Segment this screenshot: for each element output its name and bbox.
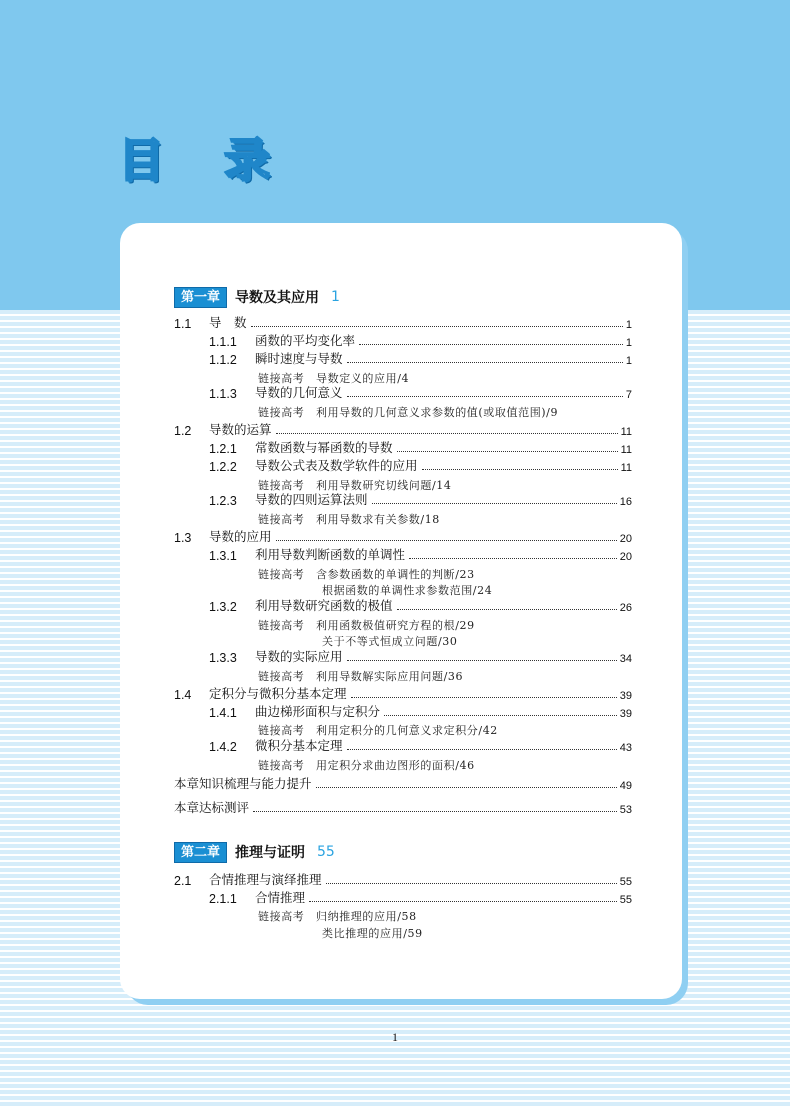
entry-number: 1.2.1 bbox=[209, 442, 237, 456]
exam-link[interactable]: 链接高考 利用导数解实际应用问题/36 bbox=[258, 670, 464, 683]
toc-entry[interactable] bbox=[174, 799, 632, 816]
entry-number: 1.3.2 bbox=[209, 600, 237, 614]
entry-page: 11 bbox=[620, 462, 632, 474]
entry-number: 1.2.2 bbox=[209, 460, 237, 474]
entry-page: 16 bbox=[619, 496, 632, 508]
entry-number: 2.1 bbox=[174, 874, 192, 888]
leader-dots bbox=[316, 786, 617, 788]
entry-page: 11 bbox=[620, 444, 632, 456]
entry-title: 瞬时速度与导数 bbox=[255, 352, 343, 366]
leader-dots bbox=[253, 810, 617, 812]
chapter-badge: 第二章 bbox=[174, 842, 227, 863]
leader-dots bbox=[372, 502, 617, 504]
toc-entry[interactable] bbox=[174, 685, 632, 702]
entry-page: 49 bbox=[619, 780, 632, 792]
toc-entry[interactable] bbox=[209, 703, 632, 720]
entry-page: 1 bbox=[625, 319, 632, 331]
entry-page: 7 bbox=[625, 389, 632, 401]
entry-title: 利用导数研究函数的极值 bbox=[255, 599, 393, 613]
entry-title: 导数的实际应用 bbox=[255, 650, 343, 664]
entry-number: 1.1.1 bbox=[209, 335, 237, 349]
entry-title: 导数的四则运算法则 bbox=[255, 493, 368, 507]
entry-page: 20 bbox=[619, 551, 632, 563]
entry-title: 导数的应用 bbox=[209, 530, 272, 544]
entry-page: 1 bbox=[625, 355, 632, 367]
leader-dots bbox=[347, 395, 623, 397]
leader-dots bbox=[309, 900, 617, 902]
exam-link[interactable]: 链接高考 含参数函数的单调性的判断/23 bbox=[258, 568, 475, 581]
exam-link[interactable]: 链接高考 利用导数研究切线问题/14 bbox=[258, 479, 452, 492]
entry-page: 53 bbox=[619, 804, 632, 816]
leader-dots bbox=[347, 748, 617, 750]
entry-page: 55 bbox=[619, 894, 632, 906]
toc-entry[interactable] bbox=[174, 775, 632, 792]
entry-title: 定积分与微积分基本定理 bbox=[209, 687, 347, 701]
toc-entry[interactable] bbox=[209, 384, 632, 401]
page-title: 目 录 bbox=[118, 133, 293, 187]
entry-number: 1.3.3 bbox=[209, 651, 237, 665]
exam-link[interactable]: 链接高考 利用函数极值研究方程的根/29 bbox=[258, 619, 475, 632]
toc-entry[interactable] bbox=[209, 889, 632, 906]
entry-title: 本章达标测评 bbox=[174, 801, 250, 815]
entry-page: 20 bbox=[619, 533, 632, 545]
exam-link[interactable]: 链接高考 利用导数的几何意义求参数的值(或取值范围)/9 bbox=[258, 406, 559, 419]
leader-dots bbox=[384, 714, 617, 716]
entry-page: 39 bbox=[619, 690, 632, 702]
exam-link[interactable]: 根据函数的单调性求参数范围/24 bbox=[322, 584, 493, 597]
leader-dots bbox=[251, 325, 623, 327]
toc-entry[interactable] bbox=[209, 457, 632, 474]
entry-title: 曲边梯形面积与定积分 bbox=[255, 705, 381, 719]
entry-title: 常数函数与幂函数的导数 bbox=[255, 441, 393, 455]
entry-title: 利用导数判断函数的单调性 bbox=[255, 548, 406, 562]
entry-title: 微积分基本定理 bbox=[255, 739, 343, 753]
entry-page: 11 bbox=[620, 426, 632, 438]
entry-number: 1.2 bbox=[174, 424, 192, 438]
exam-link[interactable]: 链接高考 利用导数求有关参数/18 bbox=[258, 513, 440, 526]
leader-dots bbox=[409, 557, 617, 559]
entry-page: 1 bbox=[625, 337, 632, 349]
toc-entry[interactable] bbox=[209, 546, 632, 563]
leader-dots bbox=[359, 343, 623, 345]
entry-number: 1.3 bbox=[174, 531, 192, 545]
entry-title: 函数的平均变化率 bbox=[255, 334, 356, 348]
entry-page: 55 bbox=[619, 876, 632, 888]
leader-dots bbox=[347, 659, 617, 661]
entry-page: 34 bbox=[619, 653, 632, 665]
leader-dots bbox=[326, 882, 617, 884]
exam-link[interactable]: 链接高考 用定积分求曲边图形的面积/46 bbox=[258, 759, 475, 772]
entry-page: 39 bbox=[619, 708, 632, 720]
chapter-page: 55 bbox=[317, 844, 335, 860]
exam-link[interactable]: 链接高考 利用定积分的几何意义求定积分/42 bbox=[258, 724, 498, 737]
entry-number: 1.4.1 bbox=[209, 706, 237, 720]
toc-entry[interactable] bbox=[174, 314, 632, 331]
toc-entry[interactable] bbox=[209, 491, 632, 508]
exam-link[interactable]: 链接高考 导数定义的应用/4 bbox=[258, 372, 410, 385]
entry-title: 合情推理与演绎推理 bbox=[209, 873, 322, 887]
leader-dots bbox=[276, 539, 617, 541]
toc-entry[interactable] bbox=[209, 350, 632, 367]
entry-number: 1.4.2 bbox=[209, 740, 237, 754]
toc-entry[interactable] bbox=[174, 421, 632, 438]
entry-page: 26 bbox=[619, 602, 632, 614]
page-number: 1 bbox=[392, 1030, 398, 1044]
entry-title: 导数公式表及数学软件的应用 bbox=[255, 459, 418, 473]
entry-title: 合情推理 bbox=[255, 891, 306, 905]
leader-dots bbox=[347, 361, 623, 363]
toc-entry[interactable] bbox=[209, 597, 632, 614]
chapter-badge: 第一章 bbox=[174, 287, 227, 308]
leader-dots bbox=[276, 432, 618, 434]
exam-link[interactable]: 关于不等式恒成立问题/30 bbox=[322, 635, 458, 648]
chapter-title: 导数及其应用 bbox=[235, 290, 320, 306]
chapter-heading[interactable] bbox=[174, 287, 340, 307]
entry-number: 1.1.3 bbox=[209, 387, 237, 401]
toc-entry[interactable] bbox=[209, 737, 632, 754]
toc-entry[interactable] bbox=[209, 332, 632, 349]
chapter-page: 1 bbox=[331, 289, 340, 305]
chapter-heading[interactable] bbox=[174, 842, 335, 862]
entry-number: 1.3.1 bbox=[209, 549, 237, 563]
leader-dots bbox=[351, 696, 617, 698]
entry-number: 1.1 bbox=[174, 317, 192, 331]
leader-dots bbox=[422, 468, 618, 470]
toc-entry[interactable] bbox=[174, 871, 632, 888]
entry-title: 本章知识梳理与能力提升 bbox=[174, 777, 312, 791]
exam-link[interactable]: 链接高考 归纳推理的应用/58 bbox=[258, 910, 417, 923]
entry-number: 1.2.3 bbox=[209, 494, 237, 508]
entry-title: 导数的运算 bbox=[209, 423, 272, 437]
entry-number: 1.4 bbox=[174, 688, 192, 702]
entry-number: 2.1.1 bbox=[209, 892, 237, 906]
entry-title: 导数的几何意义 bbox=[255, 386, 343, 400]
leader-dots bbox=[397, 608, 617, 610]
toc-entry[interactable] bbox=[209, 648, 632, 665]
toc-entry[interactable] bbox=[174, 528, 632, 545]
leader-dots bbox=[397, 450, 618, 452]
entry-number: 1.1.2 bbox=[209, 353, 237, 367]
toc-entry[interactable] bbox=[209, 439, 632, 456]
exam-link[interactable]: 类比推理的应用/59 bbox=[322, 927, 423, 940]
entry-page: 43 bbox=[619, 742, 632, 754]
chapter-title: 推理与证明 bbox=[235, 845, 306, 861]
entry-title: 导 数 bbox=[209, 316, 247, 330]
